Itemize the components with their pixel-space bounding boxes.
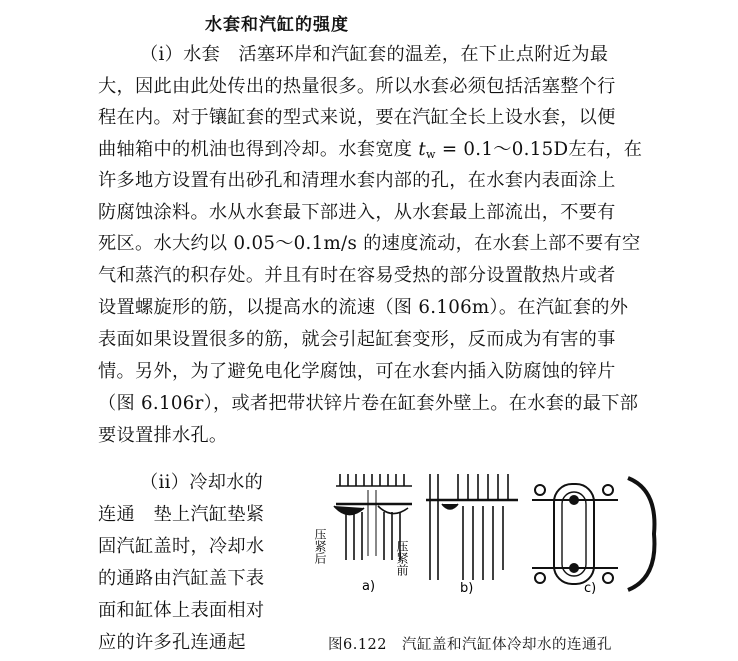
label-pressed-after: 压紧后 [313, 528, 327, 564]
panel-b-drawing [426, 474, 518, 580]
formula-symbol: t [418, 139, 426, 160]
sub-paragraph-line: 面和缸体上表面相对 [98, 600, 265, 621]
paragraph-line: 死区。水大约以 0.05～0.1m/s 的速度流动，在水套上部不要有空 [98, 233, 641, 254]
formula-value: = 0.1～0.15D左右，在 [441, 139, 643, 160]
sub-paragraph-line: 连通 垫上汽缸垫紧 [98, 504, 265, 525]
panel-c-label: c) [584, 581, 597, 596]
label-pressed-before: 压紧前 [395, 540, 409, 576]
paragraph-line: 要设置排水孔。 [98, 425, 228, 446]
paragraph-line: 程在内。对于镶缸套的型式来说，要在汽缸全长上设水套，以便 [98, 107, 616, 128]
formula-subscript: w [426, 148, 436, 161]
coolant-passage-figure [313, 470, 668, 612]
paragraph-line: 气和蒸汽的积存处。并且有时在容易受热的部分设置散热片或者 [98, 265, 616, 286]
section-title: 水套和汽缸的强度 [205, 15, 349, 35]
paragraph-line: 情。另外，为了避免电化学腐蚀，可在水套内插入防腐蚀的锌片 [98, 361, 616, 382]
paragraph-line: 防腐蚀涂料。水从水套最下部进入，从水套最上部流出，不要有 [98, 202, 616, 223]
paragraph-line: （i）水套 活塞环岸和汽缸套的温差，在下止点附近为最 [140, 44, 609, 65]
sub-paragraph-line: 应的许多孔连通起 [98, 632, 246, 653]
paragraph-line: 大，因此由此处传出的热量很多。所以水套必须包括活塞整个行 [98, 76, 616, 97]
panel-c-drawing [532, 478, 654, 590]
sub-paragraph-line: 的通路由汽缸盖下表 [98, 568, 265, 589]
paragraph-line: 表面如果设置很多的筋，就会引起缸套变形，反而成为有害的事 [98, 329, 616, 350]
paragraph-line: 设置螺旋形的筋，以提高水的流速（图 6.106m）。在汽缸套的外 [98, 297, 629, 318]
panel-a-label: a) [362, 579, 376, 594]
paragraph-line-text: 曲轴箱中的机油也得到冷却。水套宽度 [98, 139, 413, 160]
paragraph-line: （图 6.106r），或者把带状锌片卷在缸套外壁上。在水套的最下部 [98, 393, 639, 414]
paragraph-line-formula [98, 137, 642, 168]
sub-paragraph-line: 固汽缸盖时，冷却水 [98, 536, 265, 557]
sub-paragraph-line: （ii）冷却水的 [140, 472, 264, 493]
paragraph-line: 许多地方设置有出砂孔和清理水套内部的孔，在水套内表面涂上 [98, 170, 616, 191]
figure-caption: 图6.122 汽缸盖和汽缸体冷却水的连通孔 [328, 637, 613, 653]
panel-b-label: b) [460, 581, 474, 596]
